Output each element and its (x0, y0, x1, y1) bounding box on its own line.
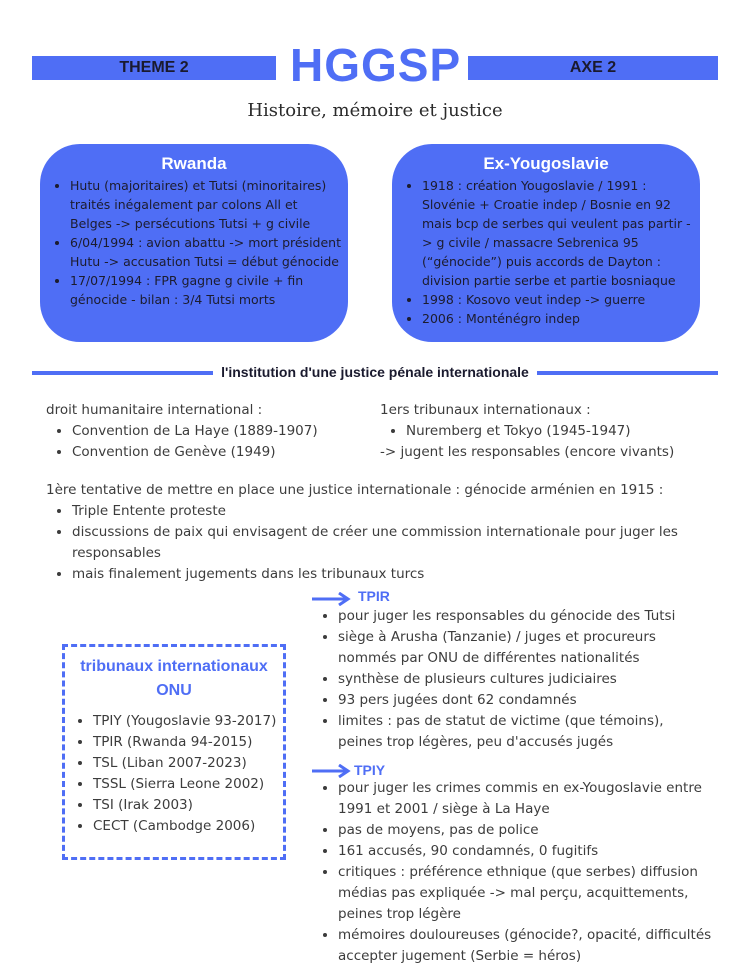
list-item: • Triple Entente proteste (72, 501, 706, 522)
list-item: • 6/04/1994 : avion abattu -> mort président Hutu -> accusation Tutsi = début génocide (70, 233, 342, 271)
list-item: • limites : pas de statut de victime (que témoins), peines trop légères, peu d'accusés jugés (338, 711, 712, 753)
list-item: • discussions de paix qui envisagent de créer une commission internationale pour juger les responsables (72, 522, 706, 564)
list-item: • critiques : préférence ethnique (que serbes) diffusion médias pas expliquée -> mal perçu, acquittements, peines trop légère (338, 862, 712, 925)
first-attempt-block (46, 480, 706, 585)
first-tribunals-note: -> jugent les responsables (encore vivants) (380, 444, 675, 460)
theme-band (32, 56, 276, 80)
list-item: • TSL (Liban 2007-2023) (93, 753, 283, 774)
yougoslavie-list (398, 176, 694, 328)
list-item: • 17/07/1994 : FPR gagne g civile + fin génocide - bilan : 3/4 Tutsi morts (70, 271, 342, 309)
arrow-right-icon (312, 592, 354, 606)
yougoslavie-cloud (398, 150, 694, 336)
rwanda-cloud (46, 150, 342, 336)
list-item: • mais finalement jugements dans les tribunaux turcs (72, 564, 706, 585)
list-item: • 1998 : Kosovo veut indep -> guerre (422, 290, 694, 309)
tpiy-label: TPIY (354, 762, 386, 778)
list-item: • Hutu (majoritaires) et Tutsi (minoritaires) traités inégalement par colons All et Belges -> persécutions Tutsi + g civile (70, 176, 342, 233)
list-item: • 1918 : création Yougoslavie / 1991 : Slovénie + Croatie indep / Bosnie en 92 mais bcp de serbes qui veulent pas partir -> g civile / massacre Sebrenica 95 (“génocide”) puis accords de Dayton : division partie serbe et partie bosniaque (422, 176, 694, 290)
yougoslavie-title: Ex-Yougoslavie (483, 154, 609, 173)
humanitarian-law-block (46, 400, 356, 463)
onu-tribunals-box (62, 644, 286, 860)
list-item: • TPIY (Yougoslavie 93-2017) (93, 711, 283, 732)
list-item: • TSSL (Sierra Leone 2002) (93, 774, 283, 795)
list-item: • mémoires douloureuses (génocide?, opacité, difficultés accepter jugement (Serbie = héros) (338, 925, 712, 967)
onu-tribunals-list (65, 711, 283, 837)
tpiy-block (312, 778, 712, 967)
page-title: HGGSP (290, 39, 462, 91)
first-tribunals-heading: 1ers tribunaux internationaux : (380, 402, 591, 418)
axe-label: AXE 2 (569, 59, 617, 76)
arrow-right-icon (312, 764, 354, 778)
tpir-header (312, 588, 672, 608)
section-title: l'institution d'une justice pénale internationale (213, 364, 537, 380)
list-item: • Convention de La Haye (1889-1907) (72, 421, 356, 442)
rwanda-title: Rwanda (161, 154, 227, 173)
list-item: • 2006 : Monténégro indep (422, 309, 694, 328)
list-item: • Convention de Genève (1949) (72, 442, 356, 463)
list-item: • siège à Arusha (Tanzanie) / juges et procureurs nommés par ONU de différentes nationalités (338, 627, 712, 669)
list-item: • 93 pers jugées dont 62 condamnés (338, 690, 712, 711)
tpir-block (312, 606, 712, 753)
first-tribunals-block (380, 400, 720, 463)
list-item: • 161 accusés, 90 condamnés, 0 fugitifs (338, 841, 712, 862)
rwanda-list (46, 176, 342, 309)
list-item: • TSI (Irak 2003) (93, 795, 283, 816)
list-item: • Nuremberg et Tokyo (1945-1947) (406, 421, 720, 442)
list-item: • TPIR (Rwanda 94-2015) (93, 732, 283, 753)
section-title-wrap (0, 362, 750, 381)
humanitarian-law-heading: droit humanitaire international : (46, 402, 263, 418)
list-item: • pas de moyens, pas de police (338, 820, 712, 841)
axe-band (468, 56, 718, 80)
list-item: • synthèse de plusieurs cultures judiciaires (338, 669, 712, 690)
tpir-label: TPIR (358, 588, 390, 604)
subtitle: Histoire, mémoire et justice (247, 100, 503, 121)
list-item: • CECT (Cambodge 2006) (93, 816, 283, 837)
first-attempt-heading: 1ère tentative de mettre en place une justice internationale : génocide arménien en 1915 : (46, 482, 664, 498)
list-item: • pour juger les responsables du génocide des Tutsi (338, 606, 712, 627)
onu-box-title: tribunaux internationaux ONU (80, 658, 268, 699)
theme-label: THEME 2 (119, 59, 189, 76)
list-item: • pour juger les crimes commis en ex-Yougoslavie entre 1991 et 2001 / siège à La Haye (338, 778, 712, 820)
